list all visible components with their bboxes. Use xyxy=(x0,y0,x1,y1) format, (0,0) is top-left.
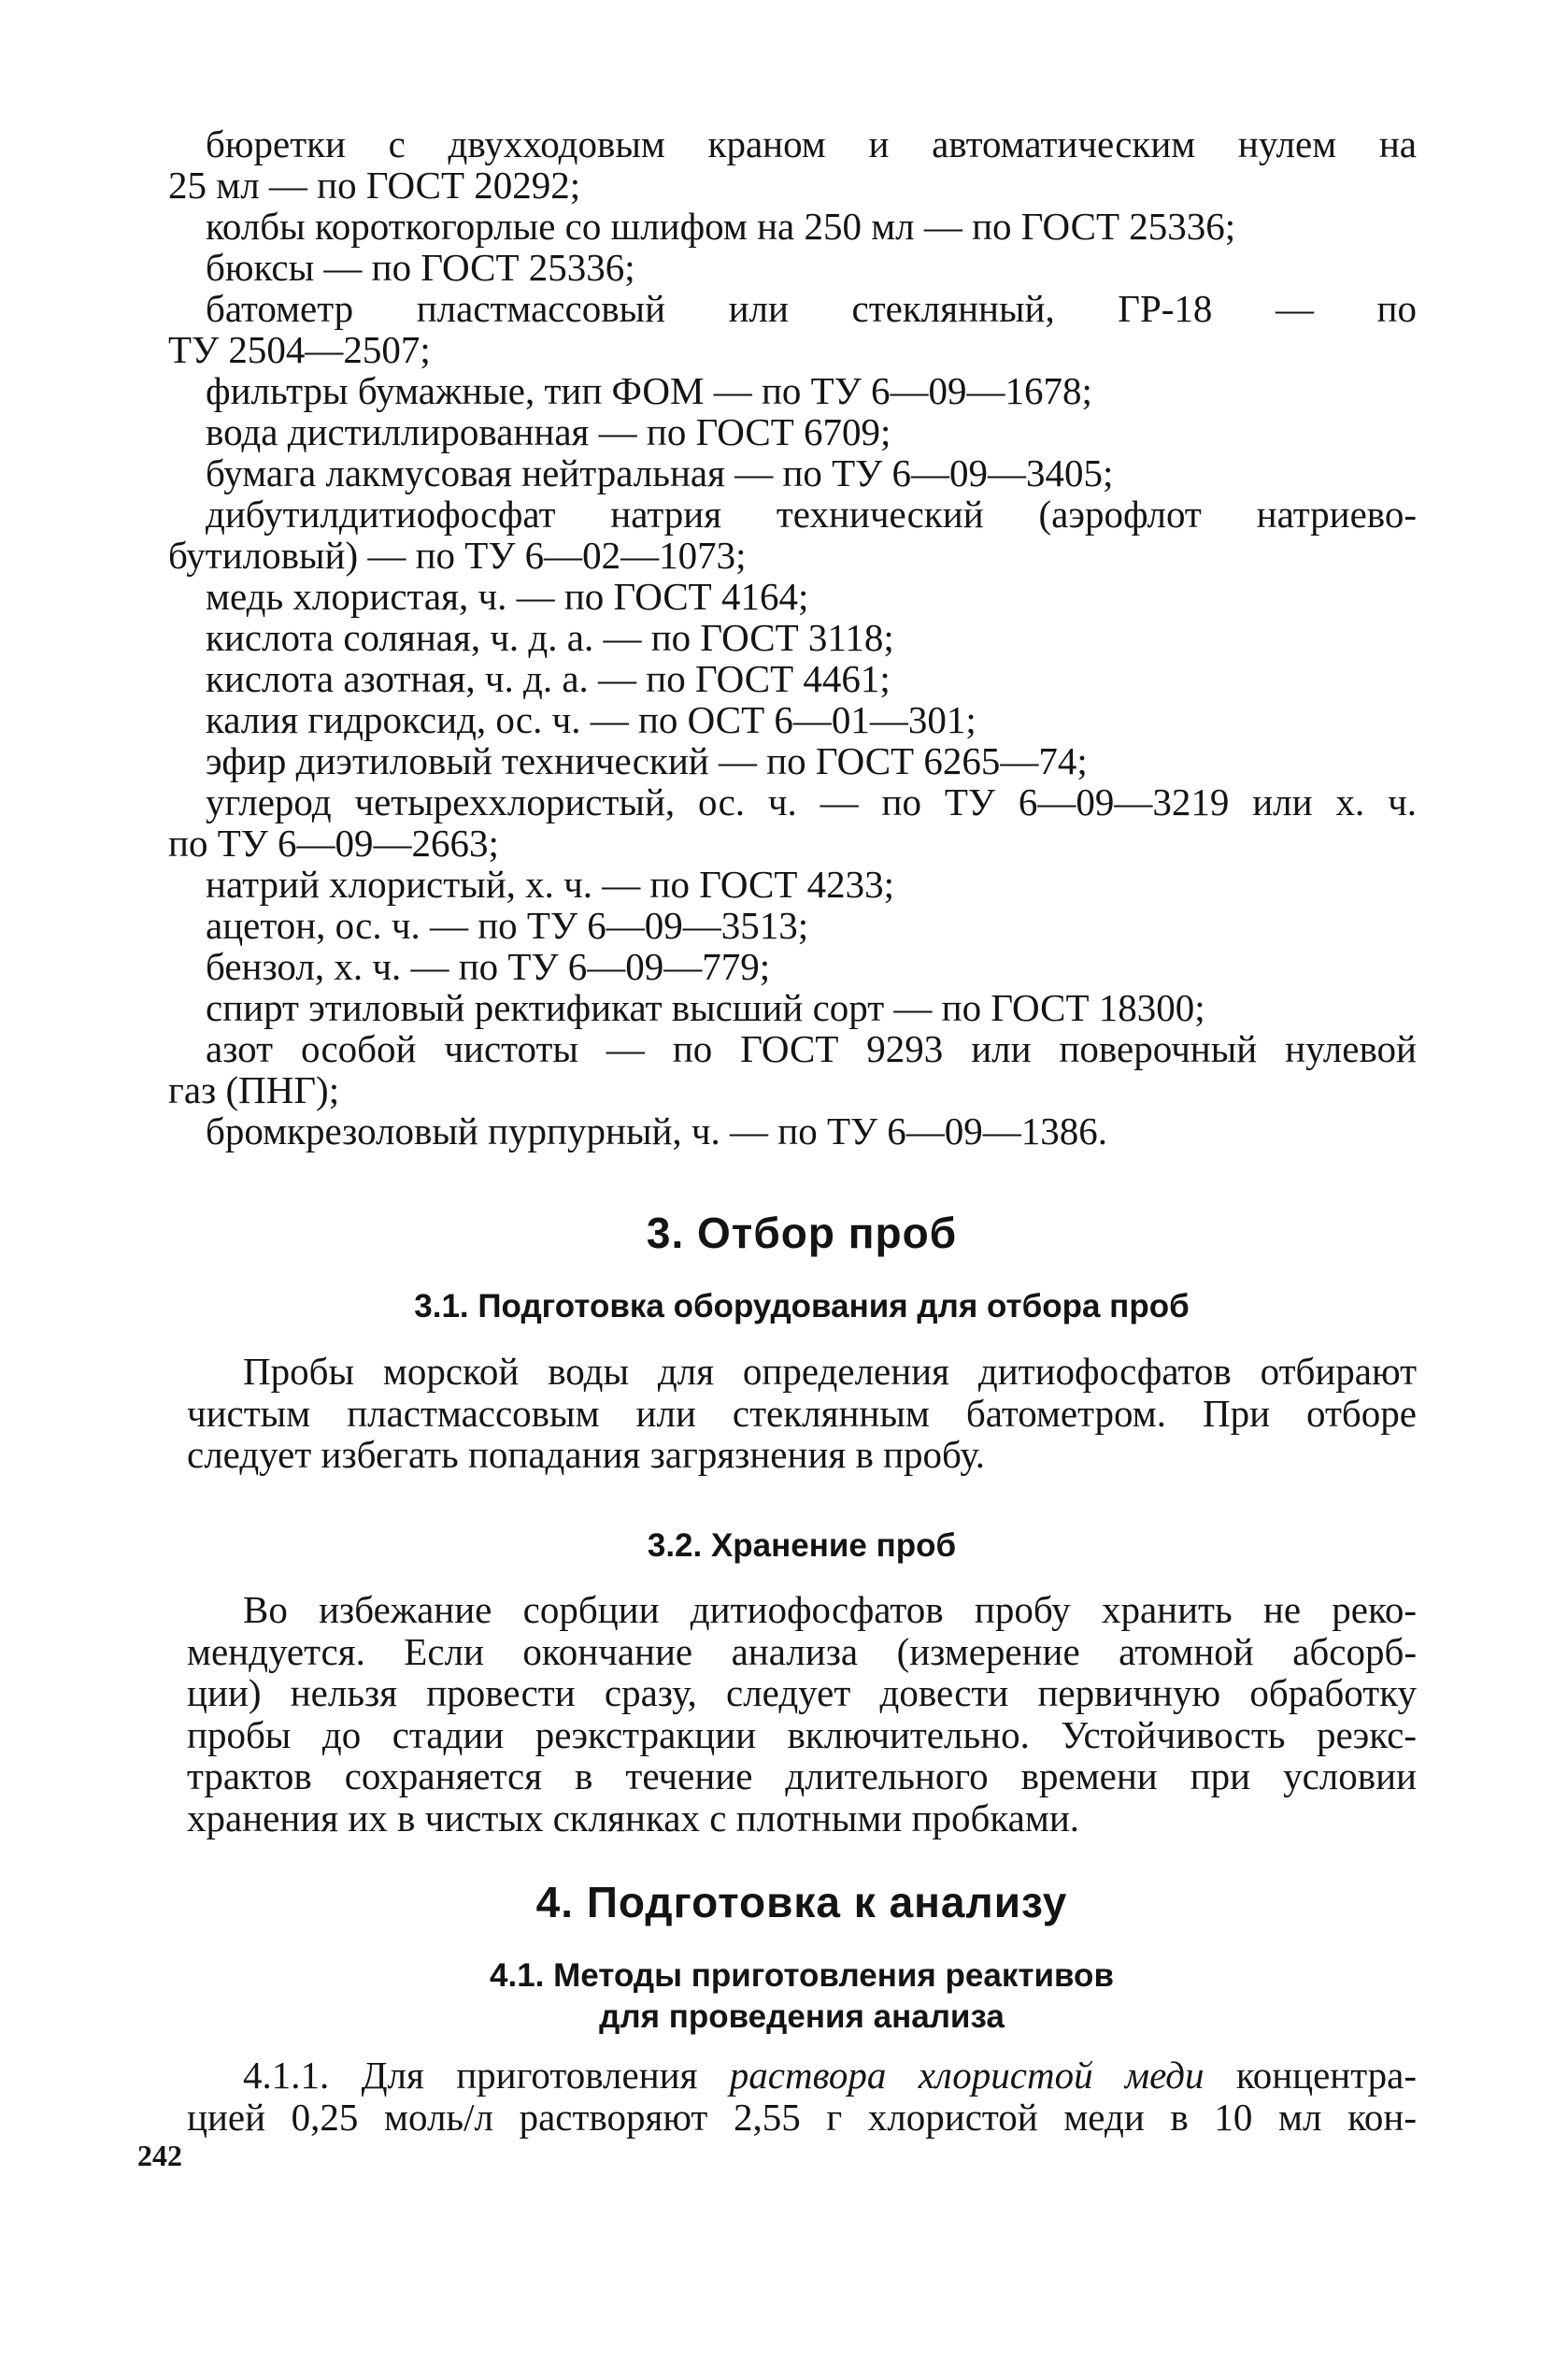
reagent-line-continuation: 25 мл — по ГОСТ 20292; xyxy=(168,164,581,207)
reagent-line-continuation: ТУ 2504—2507; xyxy=(168,328,431,371)
reagent-list-item xyxy=(187,864,1417,905)
paragraph-line: пробы до стадии реэкстракции включительно. Устойчивость реэкс- xyxy=(187,1712,1417,1756)
reagent-list-item xyxy=(187,946,1417,987)
reagent-list-item xyxy=(168,493,1417,577)
paragraph-line: Во избежание сорбции дитиофосфатов пробу хранить не реко- xyxy=(243,1588,1417,1631)
reagent-list-item xyxy=(187,699,1417,740)
reagent-line-continuation: по ТУ 6—09—2663; xyxy=(168,822,499,865)
reagent-list-item xyxy=(187,658,1417,699)
reagent-line: колбы короткогорлые со шлифом на 250 мл — по ГОСТ 25336; xyxy=(206,205,1236,248)
paragraph-line: хранения их в чистых склянках с плотными пробками. xyxy=(187,1796,1080,1839)
paragraph-line: мендуется. Если окончание анализа (измерение атомной абсорб- xyxy=(187,1629,1417,1673)
reagent-list-item xyxy=(187,576,1417,617)
reagent-line: калия гидроксид, ос. ч. — по ОСТ 6—01—301; xyxy=(206,698,976,741)
reagent-list-item xyxy=(187,740,1417,781)
reagent-line: вода дистиллированная — по ГОСТ 6709; xyxy=(206,410,891,453)
reagent-line: фильтры бумажные, тип ФОМ — по ТУ 6—09—1678; xyxy=(206,369,1092,412)
reagent-list-item xyxy=(168,287,1417,371)
section-3-heading: 3. Отбор проб xyxy=(646,1209,958,1257)
reagent-line: медь хлористая, ч. — по ГОСТ 4164; xyxy=(206,575,809,618)
reagent-line: дибутилдитиофосфат натрия технический (аэрофлот натриево- xyxy=(206,493,1417,536)
paragraph-line: трактов сохраняется в течение длительного времени при условии xyxy=(187,1754,1417,1797)
paragraph-line: следует избегать попадания загрязнения в пробу. xyxy=(187,1433,985,1476)
section-3-1-heading: 3.1. Подготовка оборудования для отбора проб xyxy=(414,1288,1190,1324)
reagent-list-item xyxy=(187,905,1417,946)
paragraph-line: ции) нельзя провести сразу, следует довести первичную обработку xyxy=(187,1671,1417,1714)
section-3-2-heading: 3.2. Хранение проб xyxy=(647,1527,957,1564)
reagent-line: бюретки с двухходовым краном и автоматическим нулем на xyxy=(206,122,1417,165)
reagent-line: бюксы — по ГОСТ 25336; xyxy=(206,246,635,289)
reagent-list-item xyxy=(187,987,1417,1028)
reagent-line: кислота соляная, ч. д. а. — по ГОСТ 3118; xyxy=(206,616,894,659)
reagent-line: батометр пластмассовый или стеклянный, ГР-18 — по xyxy=(206,287,1417,330)
page-number: 242 xyxy=(137,2139,182,2172)
reagent-list-item xyxy=(187,452,1417,494)
reagent-list-item xyxy=(187,1110,1417,1152)
reagent-line: натрий хлористый, х. ч. — по ГОСТ 4233; xyxy=(206,863,895,906)
reagent-list-item xyxy=(187,411,1417,452)
paragraph-line xyxy=(187,2054,1417,2097)
reagent-line: спирт этиловый ректификат высший сорт — по ГОСТ 18300; xyxy=(206,986,1205,1029)
reagent-line: бензол, х. ч. — по ТУ 6—09—779; xyxy=(206,945,771,988)
paragraph-line: цией 0,25 моль/л растворяют 2,55 г хлористой меди в 10 мл кон- xyxy=(187,2095,1417,2139)
paragraph-line: Пробы морской воды для определения дитиофосфатов отбирают xyxy=(243,1350,1417,1393)
reagent-line: ацетон, ос. ч. — по ТУ 6—09—3513; xyxy=(206,904,809,947)
reagent-list-item xyxy=(168,122,1417,207)
reagent-line: бромкрезоловый пурпурный, ч. — по ТУ 6—09—1386. xyxy=(206,1109,1108,1152)
reagent-line: азот особой чистоты — по ГОСТ 9293 или поверочный нулевой xyxy=(206,1027,1417,1070)
section-4-heading: 4. Подготовка к анализу xyxy=(535,1878,1068,1926)
section-3-1-paragraph xyxy=(187,1351,1417,1476)
reagent-list-item xyxy=(187,370,1417,411)
reagent-line: углерод четыреххлористый, ос. ч. — по ТУ 6—09—3219 или х. ч. xyxy=(206,780,1417,823)
paragraph-text: концентра- xyxy=(1204,2054,1417,2097)
section-4-1-1-paragraph xyxy=(187,2054,1417,2138)
reagent-list-item xyxy=(168,1027,1417,1111)
reagent-line-continuation: бутиловый) — по ТУ 6—02—1073; xyxy=(168,534,747,577)
heading-line: 4.1. Методы приготовления реактивов xyxy=(490,1957,1114,1994)
paragraph-text: 4.1.1. Для приготовления xyxy=(243,2054,730,2097)
reagent-line-continuation: газ (ПНГ); xyxy=(168,1068,340,1111)
reagent-line: эфир диэтиловый технический — по ГОСТ 6265—74; xyxy=(206,739,1088,782)
section-3-2-paragraph xyxy=(187,1589,1417,1839)
reagent-list-item xyxy=(187,206,1417,247)
paragraph-line: чистым пластмассовым или стеклянным батометром. При отборе xyxy=(187,1391,1417,1435)
reagent-list xyxy=(168,122,1417,1152)
reagent-list-item xyxy=(168,780,1417,865)
emphasized-term: раствора хлористой меди xyxy=(729,2054,1205,2097)
heading-line: для проведения анализа xyxy=(599,1998,1005,2035)
reagent-line: бумага лакмусовая нейтральная — по ТУ 6—09—3405; xyxy=(206,451,1114,494)
reagent-list-item xyxy=(187,247,1417,288)
section-4-1-heading xyxy=(187,1955,1417,2038)
reagent-list-item xyxy=(187,617,1417,658)
reagent-line: кислота азотная, ч. д. а. — по ГОСТ 4461; xyxy=(206,657,891,700)
